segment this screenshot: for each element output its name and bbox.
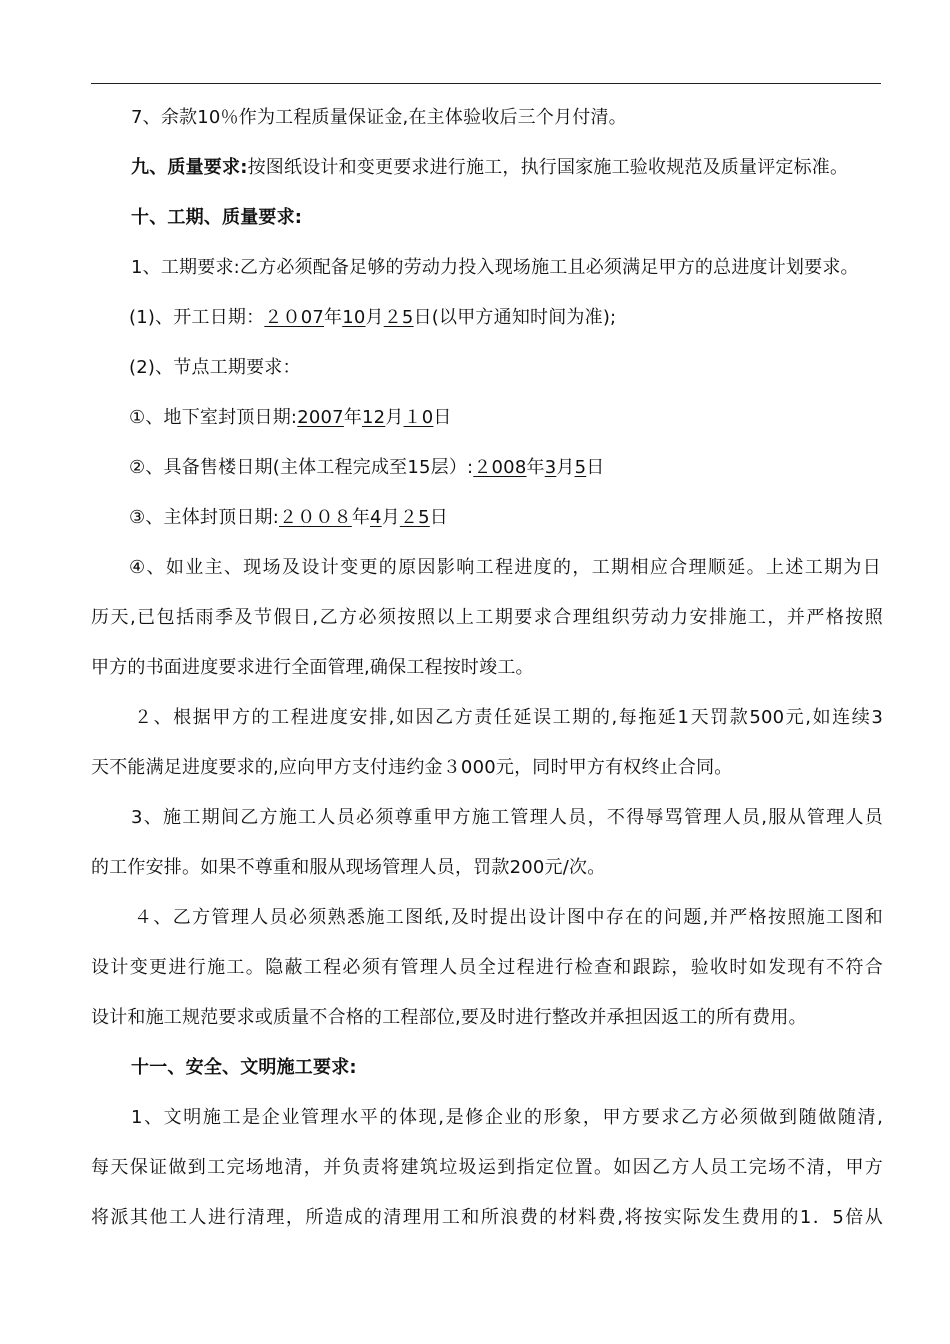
main-capping-year: ２００８ bbox=[279, 507, 352, 528]
day-char: 日 bbox=[433, 407, 452, 428]
month-char: 月 bbox=[381, 507, 400, 528]
sales-ready-day: 5 bbox=[574, 457, 587, 478]
start-date-year: ２０07 bbox=[264, 307, 325, 328]
basement-capping-label: ①、地下室封顶日期: bbox=[129, 407, 298, 428]
day-char: 日 bbox=[429, 507, 448, 528]
start-date-note: 日(以甲方通知时间为准); bbox=[413, 307, 617, 328]
civilized-line-3: 将派其他工人进行清理，所造成的清理用工和所浪费的材料费,将按实际发生费用的1．5倍从 bbox=[91, 1207, 883, 1228]
month-char: 月 bbox=[365, 307, 384, 328]
year-char: 年 bbox=[324, 307, 343, 328]
payment-clause-7: 7、余款10％作为工程质量保证金,在主体验收后三个月付清。 bbox=[131, 107, 627, 128]
section-9-text: 按图纸设计和变更要求进行施工，执行国家施工验收规范及质量评定标准。 bbox=[247, 157, 849, 178]
day-char: 日 bbox=[586, 457, 605, 478]
delay-extension-line-1: ④、如业主、现场及设计变更的原因影响工程进度的，工期相应合理顺延。上述工期为日 bbox=[129, 557, 881, 578]
quality-requirement-line bbox=[131, 156, 923, 180]
penalty-line-1: ２、根据甲方的工程进度安排,如因乙方责任延误工期的,每拖延1天罚款500元,如连续3 bbox=[134, 707, 883, 728]
year-char: 年 bbox=[526, 457, 545, 478]
year-char: 年 bbox=[351, 507, 371, 528]
milestone-heading: (2)、节点工期要求： bbox=[129, 357, 301, 378]
drawings-line-3: 设计和施工规范要求或质量不合格的工程部位,要及时进行整改并承担因返工的所有费用。 bbox=[91, 1007, 807, 1028]
sales-ready-label: ②、具备售楼日期(主体工程完成至15层）: bbox=[129, 457, 474, 478]
basement-capping-day: １0 bbox=[403, 407, 434, 428]
section-10-heading: 十、工期、质量要求: bbox=[131, 207, 303, 228]
respect-line-2: 的工作安排。如果不尊重和服从现场管理人员，罚款200元/次。 bbox=[91, 857, 606, 878]
penalty-line-2: 天不能满足进度要求的,应向甲方支付违约金３000元，同时甲方有权终止合同。 bbox=[91, 757, 733, 778]
header-rule bbox=[91, 83, 881, 84]
basement-capping-year: 2007 bbox=[297, 407, 344, 428]
basement-capping-line bbox=[129, 406, 921, 430]
start-date-line bbox=[129, 306, 921, 330]
delay-extension-line-3: 甲方的书面进度要求进行全面管理,确保工程按时竣工。 bbox=[91, 657, 534, 678]
start-date-day: ２5 bbox=[383, 307, 414, 328]
sales-ready-year: ２008 bbox=[473, 457, 527, 478]
start-date-month: 10 bbox=[342, 307, 366, 328]
main-capping-month: 4 bbox=[370, 507, 382, 528]
delay-extension-line-2: 历天,已包括雨季及节假日,乙方必须按照以上工期要求合理组织劳动力安排施工，并严格按照 bbox=[91, 607, 883, 628]
civilized-line-1: 1、文明施工是企业管理水平的体现,是修企业的形象，甲方要求乙方必须做到随做随清, bbox=[131, 1107, 883, 1128]
year-char: 年 bbox=[343, 407, 363, 428]
section-11-heading: 十一、安全、文明施工要求: bbox=[131, 1057, 357, 1078]
sales-ready-month: 3 bbox=[544, 457, 557, 478]
month-char: 月 bbox=[385, 407, 404, 428]
civilized-line-2: 每天保证做到工完场地清，并负责将建筑垃圾运到指定位置。如因乙方人员工完场不清，甲方 bbox=[91, 1157, 883, 1178]
drawings-line-2: 设计变更进行施工。隐蔽工程必须有管理人员全过程进行检查和跟踪，验收时如发现有不符合 bbox=[91, 957, 883, 978]
section-9-heading: 九、质量要求: bbox=[131, 157, 248, 178]
main-capping-line bbox=[129, 506, 921, 530]
respect-line-1: 3、施工期间乙方施工人员必须尊重甲方施工管理人员，不得辱骂管理人员,服从管理人员 bbox=[131, 807, 883, 828]
main-capping-day: ２5 bbox=[399, 507, 430, 528]
start-date-label: (1)、开工日期： bbox=[129, 307, 265, 328]
month-char: 月 bbox=[556, 457, 575, 478]
drawings-line-1: ４、乙方管理人员必须熟悉施工图纸,及时提出设计图中存在的问题,并严格按照施工图和 bbox=[134, 907, 883, 928]
sales-ready-line bbox=[129, 456, 921, 480]
main-capping-label: ③、主体封顶日期: bbox=[129, 507, 280, 528]
schedule-requirement-line: 1、工期要求:乙方必须配备足够的劳动力投入现场施工且必须满足甲方的总进度计划要求。 bbox=[131, 257, 859, 278]
basement-capping-month: 12 bbox=[362, 407, 386, 428]
